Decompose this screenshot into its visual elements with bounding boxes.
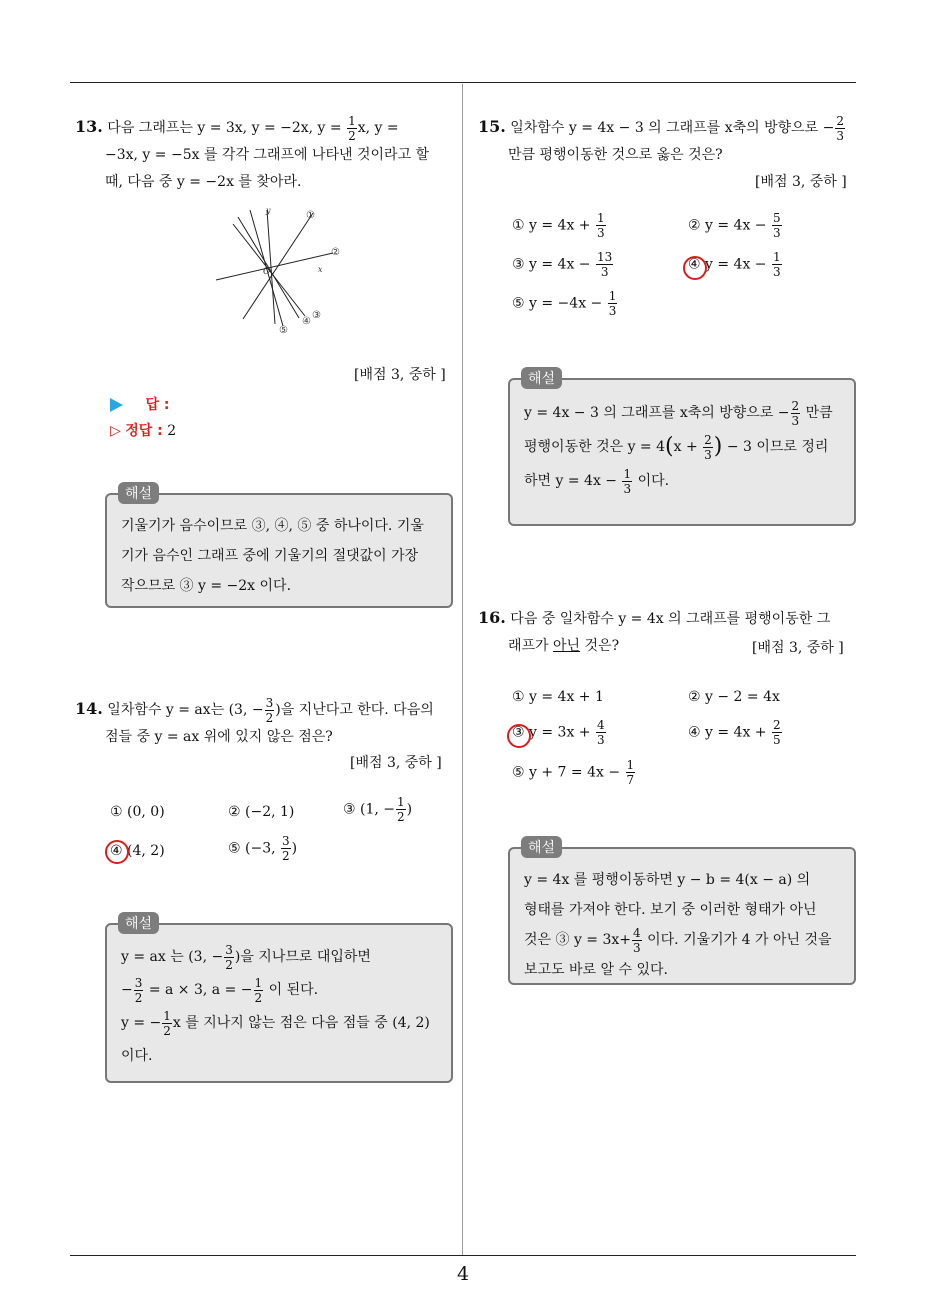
q14-option-1[interactable]: ① (0, 0) bbox=[110, 804, 165, 820]
q15-option-5[interactable]: ⑤ y = −4x − $\frac{1}{3}$ bbox=[512, 289, 617, 318]
column-divider bbox=[462, 84, 463, 1255]
q16-explain-box: y = 4x 를 평행이동하면 y − b = 4(x − a) 의 형태를 가져야 한다. 보기 중 이러한 형태가 아닌 것은 ③ y = 3x+ $\frac{4}{3}$ 이다. 기울기가 4 가 아닌 것을 보고도 바로 알 수 있다. bbox=[508, 847, 856, 985]
q15-option-3[interactable]: ③ y = 4x − $\frac{13}{3}$ bbox=[512, 250, 613, 279]
question-14: 14. 일차함수 y = ax는 (3, − $\frac{3}{2}$ )을 지난다고 한다. 다음의 점들 중 y = ax 위에 있지 않은 점은? bbox=[75, 695, 434, 745]
q15-explain-box: y = 4x − 3 의 그래프를 x축의 방향으로 − $\frac{2}{3}$ 만큼 평행이동한 것은 y = 4(x + $\frac{2}{3}$ ) − 3 이므로 정리 하면 y = 4x − $\frac{1}{3}$ 이다. bbox=[508, 378, 856, 526]
q15-score: [배점 3, 중하 ] bbox=[755, 174, 847, 190]
q13-explain-box: 기울기가 음수이므로 ③, ④, ⑤ 중 하나이다. 기울 기가 음수인 그래프 중에 기울기의 절댓값이 가장 작으므로 ③ y = −2x 이다. bbox=[105, 493, 453, 608]
q16-explain-label: 해설 bbox=[521, 836, 562, 858]
q13-correct-label: 정답 : bbox=[125, 423, 163, 439]
q14-option-5[interactable]: ⑤ (−3, $\frac{3}{2}$ ) bbox=[228, 834, 298, 863]
q15-option-4[interactable]: ④ y = 4x − $\frac{1}{3}$ bbox=[688, 250, 781, 279]
graph-label-5: ⑤ bbox=[279, 325, 288, 336]
q13-line2: −3x, y = −5x 를 각각 그래프에 나타낸 것이라고 할 bbox=[105, 147, 430, 163]
graph-x-label: x bbox=[318, 265, 323, 274]
q16-option-1[interactable]: ① y = 4x + 1 bbox=[512, 689, 604, 705]
q16-score: [배점 3, 중하 ] bbox=[752, 640, 844, 656]
top-rule bbox=[70, 82, 856, 83]
graph-label-3: ③ bbox=[312, 310, 321, 321]
q13-graph bbox=[213, 202, 353, 342]
answer-arrow-icon bbox=[110, 398, 123, 412]
q13-explain-label: 해설 bbox=[118, 482, 159, 504]
q14-option-4[interactable]: ④ (4, 2) bbox=[110, 843, 165, 859]
question-16: 16. 다음 중 일차함수 y = 4x 의 그래프를 평행이동한 그 래프가 아닌 것은? bbox=[478, 608, 831, 654]
q16-marked-circle bbox=[507, 724, 531, 748]
q15-marked-circle bbox=[683, 256, 707, 280]
graph-label-1: ① bbox=[306, 210, 315, 221]
q16-option-3[interactable]: ③ y = 3x + $\frac{4}{3}$ bbox=[512, 718, 605, 747]
q13-number: 13. bbox=[75, 117, 103, 136]
q13-frac: $\frac{1}{2}$ bbox=[348, 113, 356, 143]
q13-score: [배점 3, 중하 ] bbox=[354, 367, 446, 383]
q14-explain-label: 해설 bbox=[118, 912, 159, 934]
q15-option-1[interactable]: ① y = 4x + $\frac{1}{3}$ bbox=[512, 211, 605, 240]
q15-option-2[interactable]: ② y = 4x − $\frac{5}{3}$ bbox=[688, 211, 781, 240]
q16-option-5[interactable]: ⑤ y + 7 = 4x − $\frac{1}{7}$ bbox=[512, 758, 635, 787]
q14-score: [배점 3, 중하 ] bbox=[350, 755, 442, 771]
question-15: 15. 일차함수 y = 4x − 3 의 그래프를 x축의 방향으로 − $\frac{2}{3}$ 만큼 평행이동한 것으로 옳은 것은? bbox=[478, 113, 845, 163]
q14-explain-box: y = ax 는 (3, − $\frac{3}{2}$ )을 지나므로 대입하면 − $\frac{3}{2}$ = a × 3, a = − $\frac{1}{2}$ 이 된다. y = − $\frac{1}{2}$ x 를 지나지 않는 점은 다음 점들 중 (4, 2) 이다. bbox=[105, 923, 453, 1083]
x-axis bbox=[216, 253, 333, 280]
q13-correct-row bbox=[110, 420, 176, 440]
q15-explain-label: 해설 bbox=[521, 367, 562, 389]
q13-answer-row bbox=[110, 394, 169, 414]
q14-option-2[interactable]: ② (−2, 1) bbox=[228, 804, 295, 820]
graph-line-1 bbox=[243, 213, 313, 319]
q13-answer-label: 답 : bbox=[145, 397, 170, 413]
q13-line1: 13. 다음 그래프는 y = 3x, y = −2x, y = $\frac{1}{2}$ x, y = bbox=[75, 113, 399, 143]
q14-number: 14. bbox=[75, 699, 103, 718]
graph-origin-label: O bbox=[263, 267, 271, 277]
q16-option-2[interactable]: ② y − 2 = 4x bbox=[688, 689, 780, 705]
q15-number: 15. bbox=[478, 117, 506, 136]
graph-label-4: ④ bbox=[302, 316, 311, 327]
q13-correct-value: 2 bbox=[167, 423, 177, 439]
graph-y-label: y bbox=[266, 206, 271, 215]
correct-arrow-icon: ▷ bbox=[110, 423, 121, 439]
q13-line3: 때, 다음 중 y = −2x 를 찾아라. bbox=[105, 174, 302, 190]
question-13 bbox=[75, 113, 455, 196]
graph-label-2: ② bbox=[331, 247, 340, 258]
q16-number: 16. bbox=[478, 608, 506, 627]
page-number: 4 bbox=[456, 1263, 470, 1285]
q16-option-4[interactable]: ④ y = 4x + $\frac{2}{5}$ bbox=[688, 718, 781, 747]
q14-marked-circle bbox=[105, 840, 129, 864]
q14-option-3[interactable]: ③ (1, − $\frac{1}{2}$ ) bbox=[343, 795, 413, 824]
bottom-rule bbox=[70, 1255, 856, 1256]
